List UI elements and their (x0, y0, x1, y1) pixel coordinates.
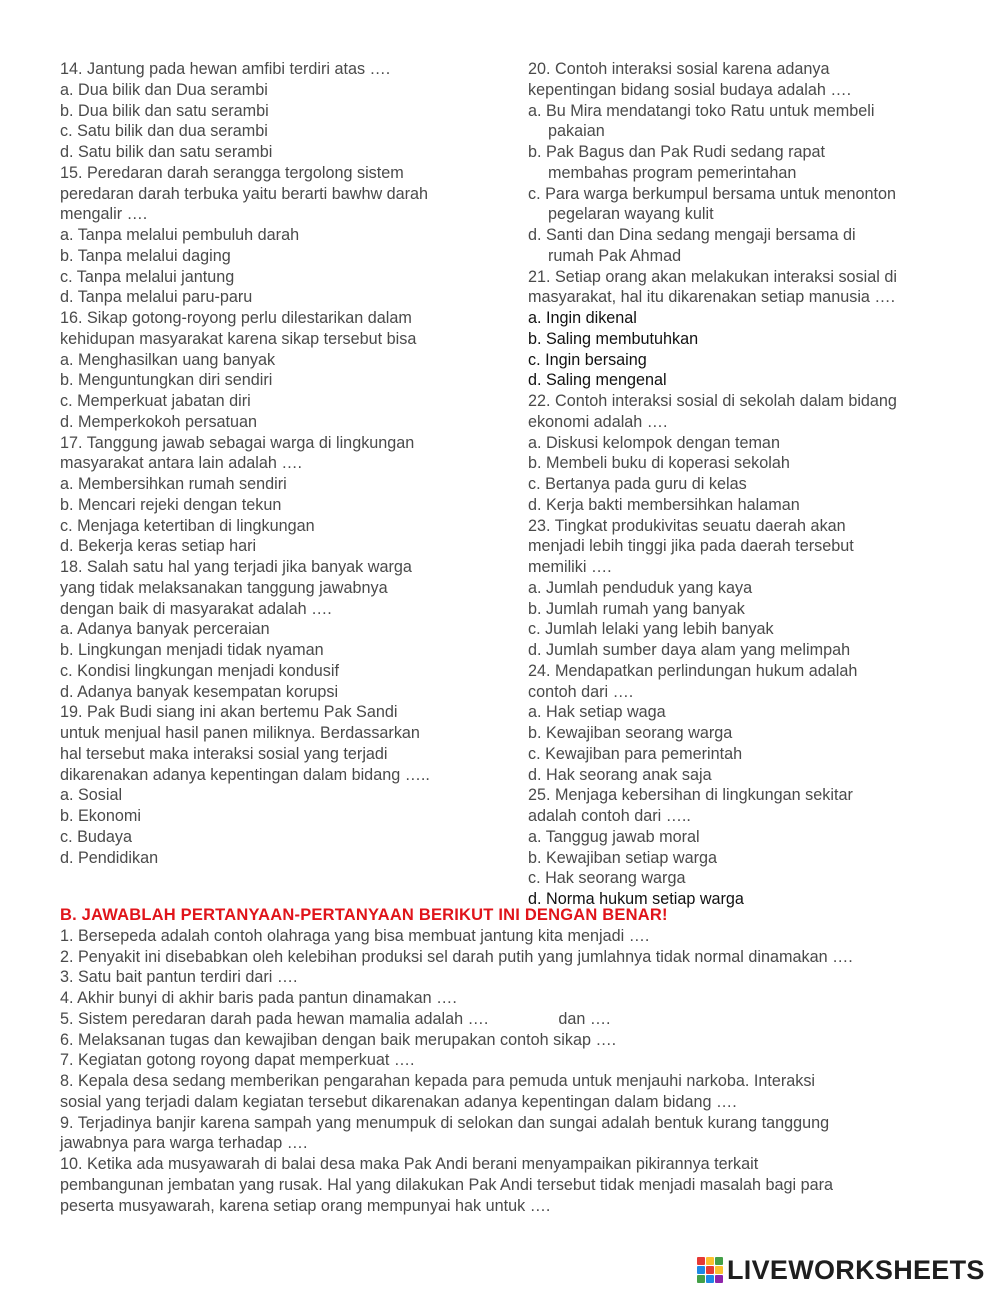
option-a: a. Bu Mira mendatangi toko Ratu untuk membeli (528, 101, 875, 120)
question-24 (528, 661, 948, 786)
option-b: b. Menguntungkan diri sendiri (60, 371, 273, 390)
essay-question-9-continued: jawabnya para warga terhadap …. (60, 1134, 308, 1153)
question-text: 14. Jantung pada hewan amfibi terdiri atas …. (60, 60, 391, 78)
option-c: c. Tanpa melalui jantung (60, 267, 235, 286)
essay-question-9: 9. Terjadinya banjir karena sampah yang menumpuk di selokan dan sungai adalah bentuk kurang tanggung (60, 1113, 830, 1132)
option-d: d. Pendidikan (60, 848, 159, 867)
essay-question-5-part-2: dan …. (558, 1009, 611, 1028)
option-d: d. Norma hukum setiap warga (528, 890, 744, 908)
option-a: a. Jumlah penduduk yang kaya (528, 578, 753, 597)
question-20 (528, 59, 948, 267)
question-text: 20. Contoh interaksi sosial karena adanya (528, 60, 830, 78)
option-a: a. Dua bilik dan Dua serambi (60, 80, 268, 99)
essay-question-7: 7. Kegiatan gotong royong dapat memperkuat …. (60, 1051, 415, 1070)
question-text: masyarakat, hal itu dikarenakan setiap manusia …. (528, 288, 896, 307)
question-text: 17. Tanggung jawab sebagai warga di lingkungan (60, 433, 415, 452)
option-b: b. Tanpa melalui daging (60, 246, 231, 265)
question-21 (528, 267, 948, 392)
question-text: 15. Peredaran darah serangga tergolong sistem (60, 163, 404, 182)
option-d: d. Saling mengenal (528, 371, 667, 390)
essay-question-3: 3. Satu bait pantun terdiri dari …. (60, 968, 298, 987)
option-a: a. Tanpa melalui pembuluh darah (60, 226, 300, 244)
essay-question-2: 2. Penyakit ini disebabkan oleh kelebihan produksi sel darah putih yang jumlahnya tidak normal dinamakan …. (60, 947, 853, 966)
question-text: yang tidak melaksanakan tanggung jawabnya (60, 578, 388, 597)
option-c: c. Satu bilik dan dua serambi (60, 122, 268, 141)
option-d: d. Adanya banyak kesempatan korupsi (60, 682, 339, 701)
option-a: a. Tanggug jawab moral (528, 827, 700, 846)
essay-question-5-part-1: 5. Sistem peredaran darah pada hewan mamalia adalah …. (60, 1009, 489, 1028)
option-a: a. Sosial (60, 786, 123, 805)
question-16 (60, 308, 510, 433)
essay-question-10: 10. Ketika ada musyawarah di balai desa maka Pak Andi berani menyampaikan pikirannya terkait (60, 1155, 759, 1173)
option-a: a. Membersihkan rumah sendiri (60, 475, 287, 493)
question-14 (60, 59, 510, 163)
option-c: c. Menjaga ketertiban di lingkungan (60, 516, 315, 535)
question-text: dengan baik di masyarakat adalah …. (60, 599, 332, 618)
option-a: a. Hak setiap waga (528, 703, 666, 722)
question-text: mengalir …. (60, 205, 148, 224)
question-text: 22. Contoh interaksi sosial di sekolah dalam bidang (528, 392, 897, 410)
question-text: 19. Pak Budi siang ini akan bertemu Pak Sandi (60, 703, 398, 722)
question-text: adalah contoh dari ….. (528, 807, 691, 825)
question-18 (60, 557, 510, 702)
question-19 (60, 702, 510, 868)
option-d: d. Jumlah sumber daya alam yang melimpah (528, 641, 851, 659)
question-text: 25. Menjaga kebersihan di lingkungan sekitar (528, 786, 853, 805)
question-text: peredaran darah terbuka yaitu berarti bawhw darah (60, 184, 429, 203)
liveworksheets-logo (697, 1253, 985, 1287)
liveworksheets-grid-icon (697, 1257, 723, 1283)
option-c: c. Bertanya pada guru di kelas (528, 475, 747, 493)
option-d: d. Santi dan Dina sedang mengaji bersama di (528, 226, 856, 244)
question-17 (60, 433, 510, 558)
option-a: a. Diskusi kelompok dengan teman (528, 433, 780, 452)
option-c: c. Kewajiban para pemerintah (528, 744, 743, 763)
option-c: c. Kondisi lingkungan menjadi kondusif (60, 661, 339, 680)
option-d: d. Memperkokoh persatuan (60, 412, 258, 431)
option-b: b. Kewajiban seorang warga (528, 724, 733, 742)
option-d: d. Tanpa melalui paru-paru (60, 288, 253, 307)
option-d: d. Hak seorang anak saja (528, 765, 712, 784)
question-text: hal tersebut maka interaksi sosial yang terjadi (60, 744, 388, 763)
option-a: a. Adanya banyak perceraian (60, 620, 270, 639)
essay-question-5 (60, 1009, 960, 1030)
option-b: b. Pak Bagus dan Pak Rudi sedang rapat (528, 143, 825, 161)
option-b: b. Membeli buku di koperasi sekolah (528, 454, 790, 473)
right-question-column (528, 59, 948, 910)
option-c: c. Hak seorang warga (528, 869, 686, 888)
question-text: memiliki …. (528, 558, 612, 576)
question-text: 18. Salah satu hal yang terjadi jika banyak warga (60, 558, 412, 576)
option-a-continued: pakaian (548, 122, 605, 141)
question-15 (60, 163, 510, 308)
section-b-heading: B. JAWABLAH PERTANYAAN-PERTANYAAN BERIKUT INI DENGAN BENAR! (60, 906, 668, 924)
question-text: kepentingan bidang sosial budaya adalah …. (528, 80, 852, 99)
option-b: b. Jumlah rumah yang banyak (528, 599, 745, 618)
option-c: c. Budaya (60, 827, 132, 846)
left-question-column (60, 59, 510, 868)
question-23 (528, 516, 948, 661)
option-b: b. Ekonomi (60, 807, 141, 825)
question-text: 23. Tingkat produkivitas seuatu daerah akan (528, 516, 846, 535)
option-d: d. Bekerja keras setiap hari (60, 537, 257, 556)
option-d: d. Satu bilik dan satu serambi (60, 143, 273, 161)
question-text: ekonomi adalah …. (528, 412, 668, 431)
question-text: 16. Sikap gotong-royong perlu dilestarikan dalam (60, 309, 412, 327)
question-text: untuk menjual hasil panen miliknya. Berdassarkan (60, 724, 420, 742)
option-d: d. Kerja bakti membersihkan halaman (528, 495, 800, 514)
question-text: 21. Setiap orang akan melakukan interaksi sosial di (528, 267, 897, 286)
question-text: contoh dari …. (528, 682, 634, 701)
essay-question-6: 6. Melaksanan tugas dan kewajiban dengan baik merupakan contoh sikap …. (60, 1030, 617, 1049)
option-b: b. Kewajiban setiap warga (528, 848, 717, 867)
option-a: a. Menghasilkan uang banyak (60, 350, 276, 369)
option-c: c. Ingin bersaing (528, 350, 647, 369)
question-22 (528, 391, 948, 516)
essay-question-8-continued: sosial yang terjadi dalam kegiatan tersebut dikarenakan adanya kepentingan dalam bidang …. (60, 1092, 737, 1111)
question-text: menjadi lebih tinggi jika pada daerah tersebut (528, 537, 854, 556)
essay-question-1: 1. Bersepeda adalah contoh olahraga yang bisa membuat jantung kita menjadi …. (60, 926, 650, 945)
essay-question-10-continued: peserta musyawarah, karena setiap orang mempunyai hak untuk …. (60, 1196, 551, 1215)
option-b: b. Lingkungan menjadi tidak nyaman (60, 641, 324, 659)
option-b: b. Dua bilik dan satu serambi (60, 101, 269, 120)
question-text: dikarenakan adanya kepentingan dalam bidang ….. (60, 765, 430, 784)
option-c: c. Memperkuat jabatan diri (60, 392, 251, 410)
question-25 (528, 785, 948, 910)
option-b-continued: membahas program pemerintahan (548, 163, 797, 182)
option-a: a. Ingin dikenal (528, 309, 637, 327)
option-b: b. Saling membutuhkan (528, 329, 699, 348)
option-c: c. Para warga berkumpul bersama untuk menonton (528, 184, 897, 203)
question-text: kehidupan masyarakat karena sikap tersebut bisa (60, 329, 417, 348)
question-text: masyarakat antara lain adalah …. (60, 454, 303, 473)
section-b-essay (60, 905, 960, 1216)
essay-question-10-continued: pembangunan jembatan yang rusak. Hal yang dilakukan Pak Andi tersebut tidak menjadi masalah bagi para (60, 1175, 833, 1194)
option-c: c. Jumlah lelaki yang lebih banyak (528, 620, 774, 639)
essay-question-8: 8. Kepala desa sedang memberikan pengarahan kepada para pemuda untuk menjauhi narkoba. Interaksi (60, 1072, 816, 1090)
essay-question-4: 4. Akhir bunyi di akhir baris pada pantun dinamakan …. (60, 989, 457, 1007)
option-d-continued: rumah Pak Ahmad (548, 246, 682, 265)
option-c-continued: pegelaran wayang kulit (548, 205, 714, 224)
logo-wordmark: LIVEWORKSHEETS (727, 1254, 985, 1285)
question-text: 24. Mendapatkan perlindungan hukum adalah (528, 661, 858, 680)
option-b: b. Mencari rejeki dengan tekun (60, 495, 282, 514)
